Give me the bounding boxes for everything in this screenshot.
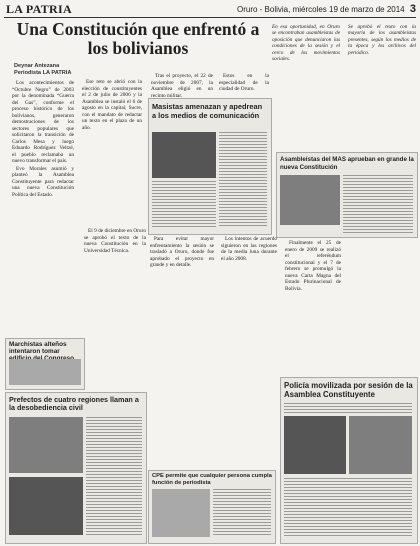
paragraph: Ese reto se abrió con la elección de constituyentes el 2 de julio de 2006 y la Asamblea se instaló el 6 de agosto en la capital, Sucre, con el mandato de redactar un texto en el plazo de un año. — [82, 79, 142, 131]
paragraph: Finalmente el 25 de enero de 2009 se realizó el referéndum constitucional y el 7 de febrero se promulgó la nueva Carta Magna del Estado Plurinacional de Bolivia. — [285, 240, 341, 292]
clipping-caption: CPE permite que cualquier persona cumpla función de periodista — [152, 473, 272, 486]
clipping-photo — [9, 477, 83, 535]
clipping-photo — [152, 489, 210, 537]
clipping-policia — [280, 377, 418, 544]
clipping-photo — [280, 175, 340, 225]
page-number: 3 — [409, 3, 416, 15]
clipping-text — [343, 175, 413, 233]
clipping-caption: Prefectos de cuatro regiones llaman a la desobediencia civil — [9, 395, 139, 413]
dateline-text: Oruro - Bolivia, miércoles 19 de marzo de 2014 — [237, 5, 405, 14]
masthead-rule — [4, 17, 416, 18]
clipping-text — [213, 489, 271, 537]
clipping-photo — [284, 416, 346, 474]
clipping-caption: Policía movilizada por sesión de la Asamblea Constituyente — [284, 381, 413, 399]
clipping-text — [86, 417, 142, 535]
article-column-3b — [150, 236, 214, 311]
newspaper-name: LA PATRIA — [6, 2, 72, 16]
clipping-photo — [349, 416, 412, 474]
right-column-2: Se aprobó el texto con la mayoría de los asambleístas presentes, según los medios de la época y los archivos del periódico. — [348, 24, 416, 56]
clipping-text — [284, 478, 412, 538]
clipping-masistas — [148, 98, 272, 235]
clipping-cpe — [148, 470, 276, 544]
byline — [14, 63, 71, 77]
article-column-3 — [151, 73, 213, 99]
paragraph: Para evitar mayor enfrentamiento la sesión se trasladó a Oruro, donde fue aprobado el proyecto en grande y en detalle. — [150, 236, 214, 268]
dateline — [237, 3, 416, 15]
paragraph: Tras el proyecto, el 22 de noviembre de 2007, la Asamblea eligió en un recinto militar. — [151, 73, 213, 99]
clipping-photo — [9, 359, 81, 385]
clipping-text — [219, 132, 267, 228]
paragraph: El 9 de diciembre en Oruro se aprobó el texto de la nueva Constitución en la Universidad Técnica. — [84, 228, 146, 254]
article-headline: Una Constitución que enfrentó a los bolivianos — [16, 19, 260, 58]
byline-name: Deynar Antezana — [14, 63, 60, 69]
paragraph: Los intentos de acuerdo siguieron en las regiones de la media luna durante el año 2008. — [221, 236, 277, 262]
article-column-4 — [219, 73, 269, 101]
right-column-1: En esa oportunidad, en Oruro se encontraban asambleístas de oposición que denunciaron las condiciones de la sesión y el cerco de los movimientos sociales. — [272, 24, 340, 63]
clipping-caption: Masistas amenazan y apedrean a los medios de comunicación — [152, 102, 263, 120]
paragraph: Los acontecimientos de “Octubre Negro” de 2003 por la denominada “Guerra del Gas”, conforme el proceso histórico de los bolivianos, generaron demostraciones de los sectores populares que solicitaron la transición de Carlos Mesa y luego Eduardo Rodríguez Veltzé, el pueblo reclamaba un nuevo transformar el país. — [12, 80, 74, 164]
clipping-prefectos — [5, 392, 147, 544]
clipping-photo — [152, 132, 216, 178]
clipping-caption: Marchistas alteños intentaron tomar — [9, 341, 67, 356]
byline-role: Periodista LA PATRIA — [14, 70, 72, 76]
clipping-text — [284, 403, 412, 413]
article-column-1 — [12, 80, 74, 335]
clipping-caption: Asambleístas del MAS aprueban en grande la nueva Constitución — [280, 156, 414, 171]
article-column-5b — [285, 240, 341, 372]
article-column-2b — [84, 228, 146, 308]
clipping-marchistas — [5, 338, 85, 390]
article-column-4b — [221, 236, 277, 311]
clipping-photo — [9, 417, 83, 473]
clipping-asambleistas — [276, 152, 418, 238]
paragraph: Estos en la especialidad de la ciudad de Oruro. — [219, 73, 269, 92]
paragraph: Evo Morales asumió y planteó la Asamblea Constituyente para redactar una nueva Constitución Política del Estado. — [12, 165, 74, 198]
right-column-text — [272, 24, 416, 149]
clipping-text — [152, 181, 216, 229]
